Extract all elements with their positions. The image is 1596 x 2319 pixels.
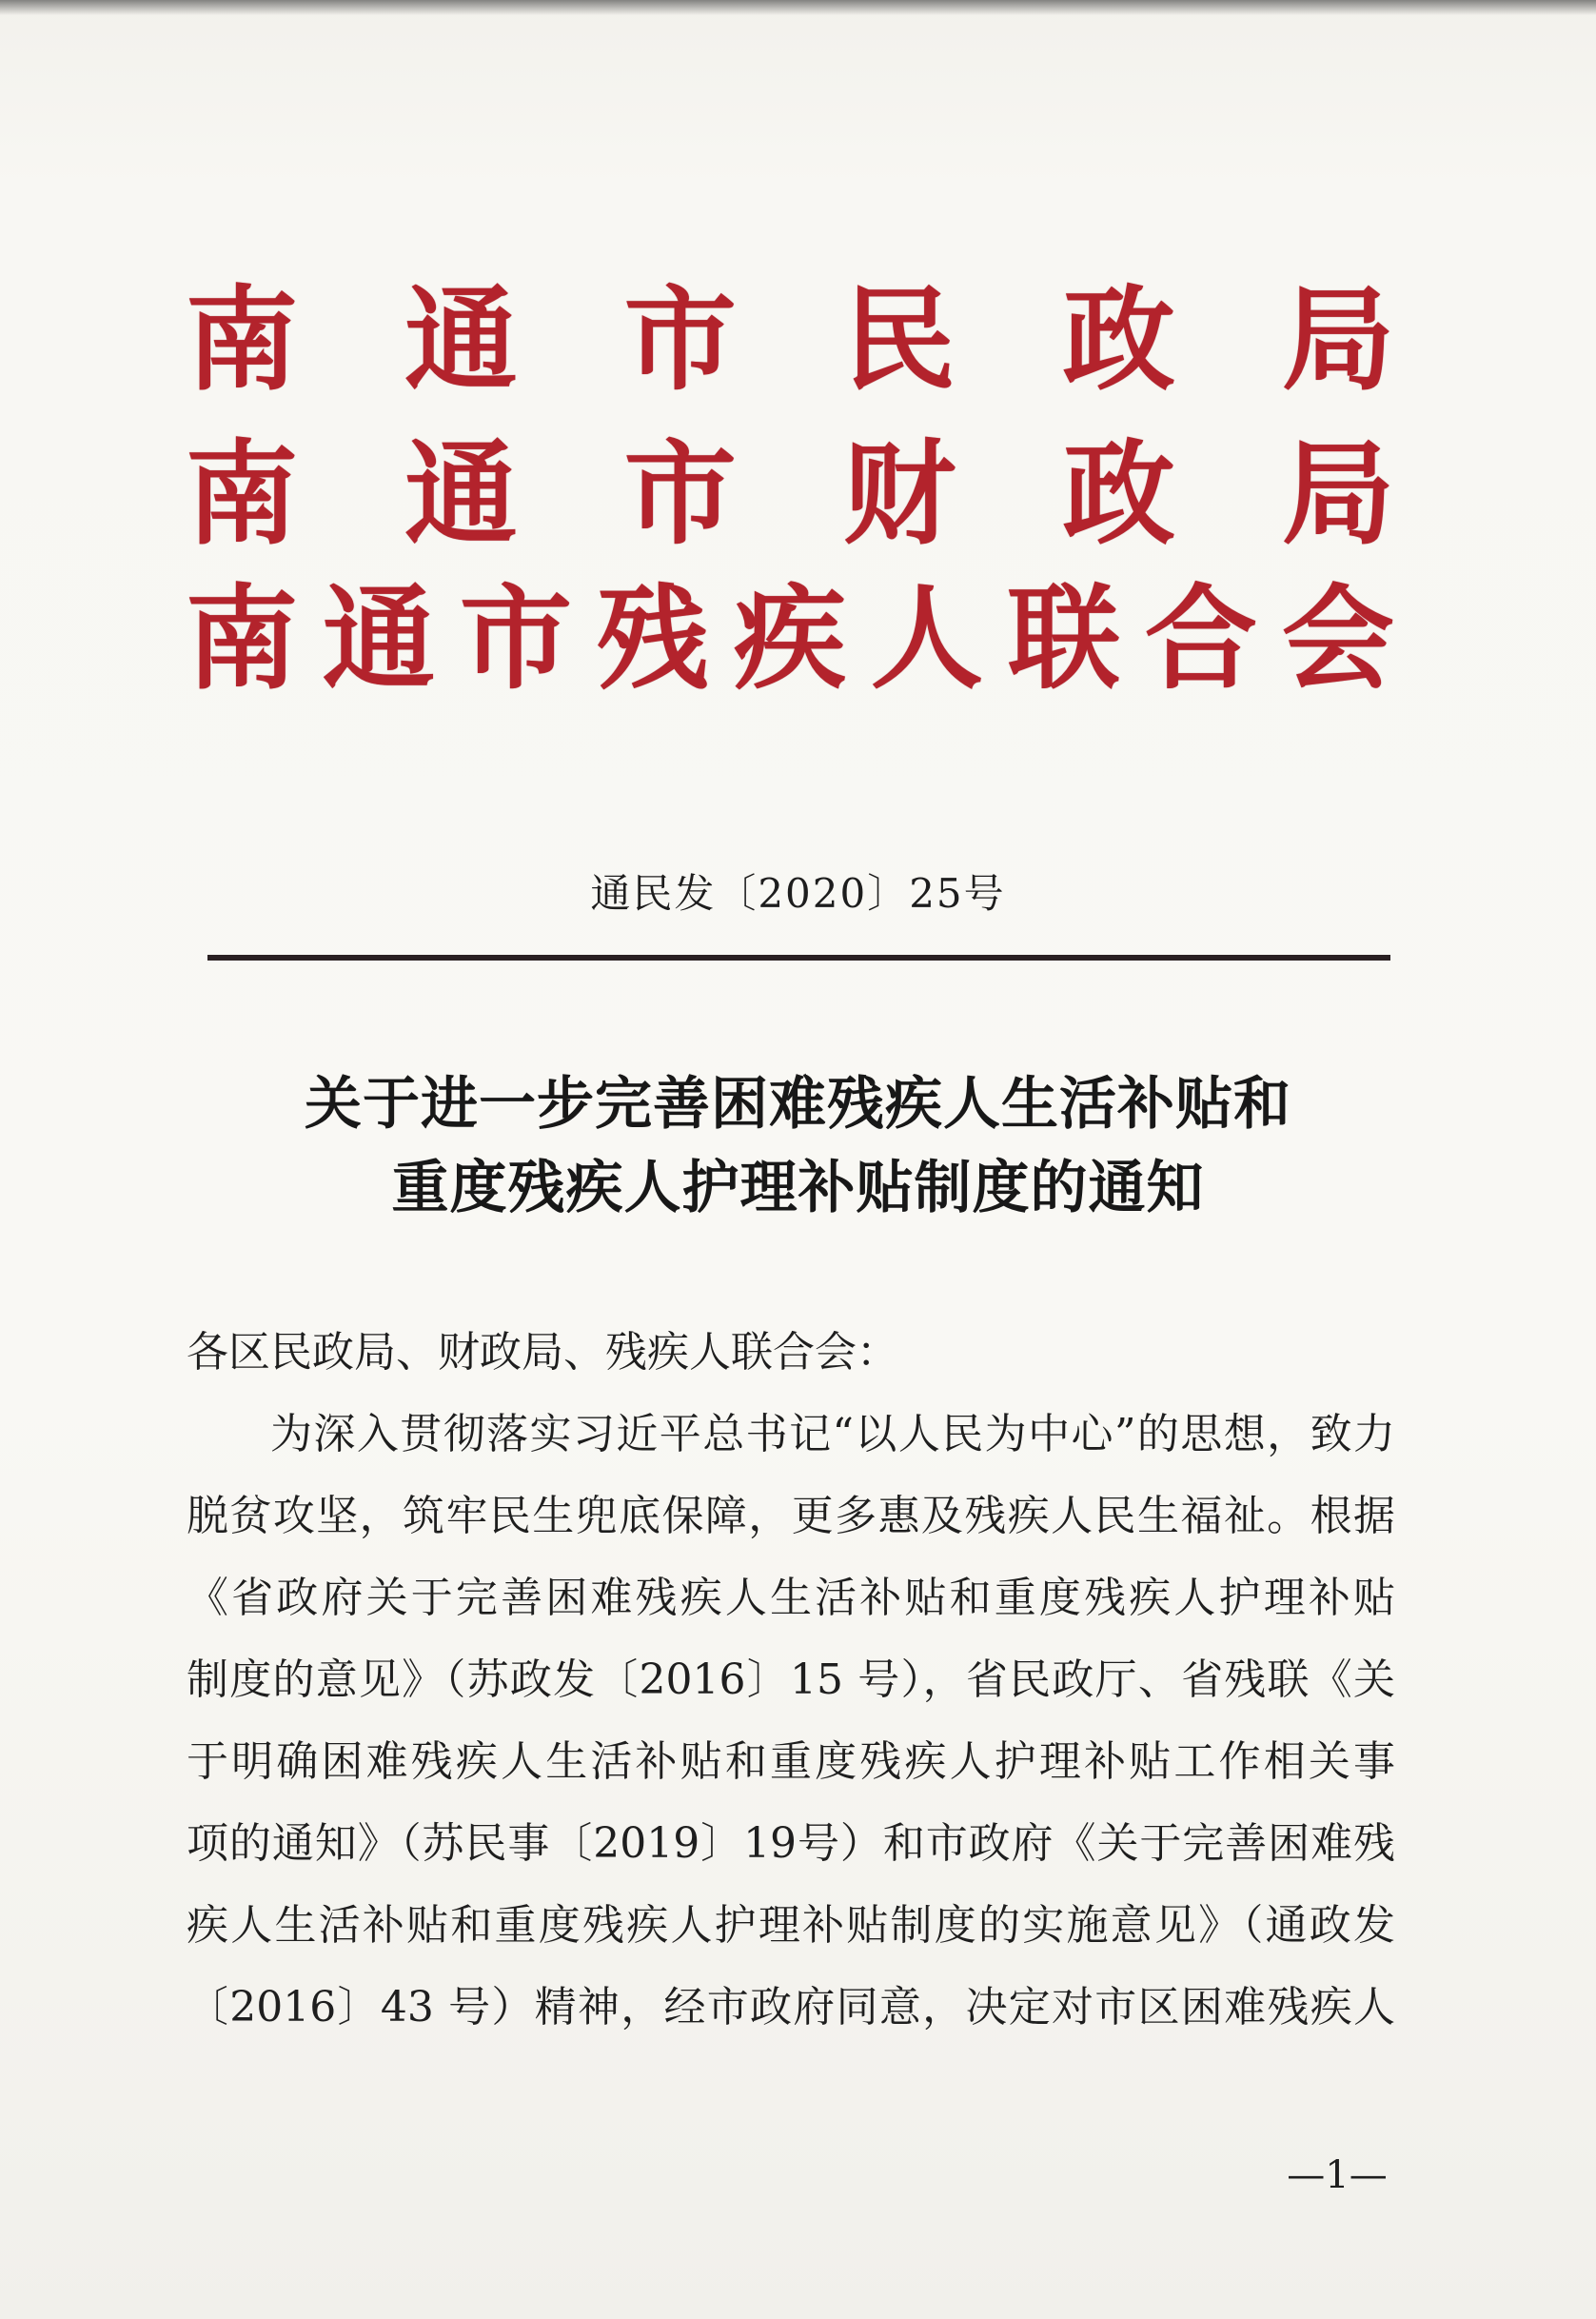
issuer-char: 市 [623, 427, 737, 560]
paragraph-line: 制度的意见》（苏政发〔2016〕15 号），省民政厅、省残联《关 [187, 1655, 1395, 1704]
issuer-char: 市 [459, 572, 572, 704]
issuer-char: 南 [186, 572, 299, 704]
header-divider [207, 955, 1390, 961]
issuer-char: 疾 [733, 572, 846, 704]
issuer-char: 人 [870, 572, 983, 704]
issuer-char: 财 [843, 427, 956, 560]
issuer-finance-bureau [186, 427, 1394, 560]
page-number: —1— [1287, 2153, 1388, 2197]
issuer-char: 政 [1062, 273, 1175, 406]
issuer-civil-affairs-bureau [186, 273, 1394, 406]
issuer-char: 残 [596, 572, 709, 704]
paragraph-line: 为深入贯彻落实习近平总书记“以人民为中心”的思想，致力 [270, 1410, 1395, 1458]
paragraph-line: 项的通知》（苏民事〔2019〕19号）和市政府《关于完善困难残 [187, 1819, 1395, 1868]
document-title-line-2: 重度残疾人护理补贴制度的通知 [391, 1155, 1205, 1221]
issuer-char: 会 [1281, 572, 1394, 704]
issuer-char: 民 [843, 273, 956, 406]
salutation: 各区民政局、财政局、残疾人联合会： [187, 1328, 898, 1377]
paragraph-line: 脱贫攻坚，筑牢民生兜底保障，更多惠及残疾人民生福祉。根据 [187, 1492, 1395, 1540]
paragraph-line: 〔2016〕43 号）精神，经市政府同意，决定对市区困难残疾人 [187, 1983, 1395, 2032]
paragraph-line: 《省政府关于完善困难残疾人生活补贴和重度残疾人护理补贴 [187, 1574, 1395, 1622]
issuer-char: 政 [1062, 427, 1175, 560]
issuer-char: 合 [1144, 572, 1257, 704]
scan-edge-shadow [0, 0, 1596, 15]
document-number: 通民发〔2020〕25号 [590, 870, 1006, 917]
paragraph-line: 于明确困难残疾人生活补贴和重度残疾人护理补贴工作相关事 [187, 1737, 1395, 1786]
issuer-char: 联 [1007, 572, 1120, 704]
issuer-char: 通 [322, 572, 435, 704]
issuer-char: 局 [1281, 427, 1394, 560]
issuer-char: 市 [623, 273, 737, 406]
issuer-char: 南 [186, 273, 299, 406]
issuer-char: 南 [186, 427, 299, 560]
issuer-char: 通 [404, 273, 518, 406]
issuer-disabled-persons-federation [186, 572, 1394, 704]
issuer-char: 通 [404, 427, 518, 560]
document-title-line-1: 关于进一步完善困难残疾人生活补贴和 [305, 1071, 1291, 1138]
issuer-char: 局 [1281, 273, 1394, 406]
paragraph-line: 疾人生活补贴和重度残疾人护理补贴制度的实施意见》（通政发 [187, 1901, 1395, 1950]
